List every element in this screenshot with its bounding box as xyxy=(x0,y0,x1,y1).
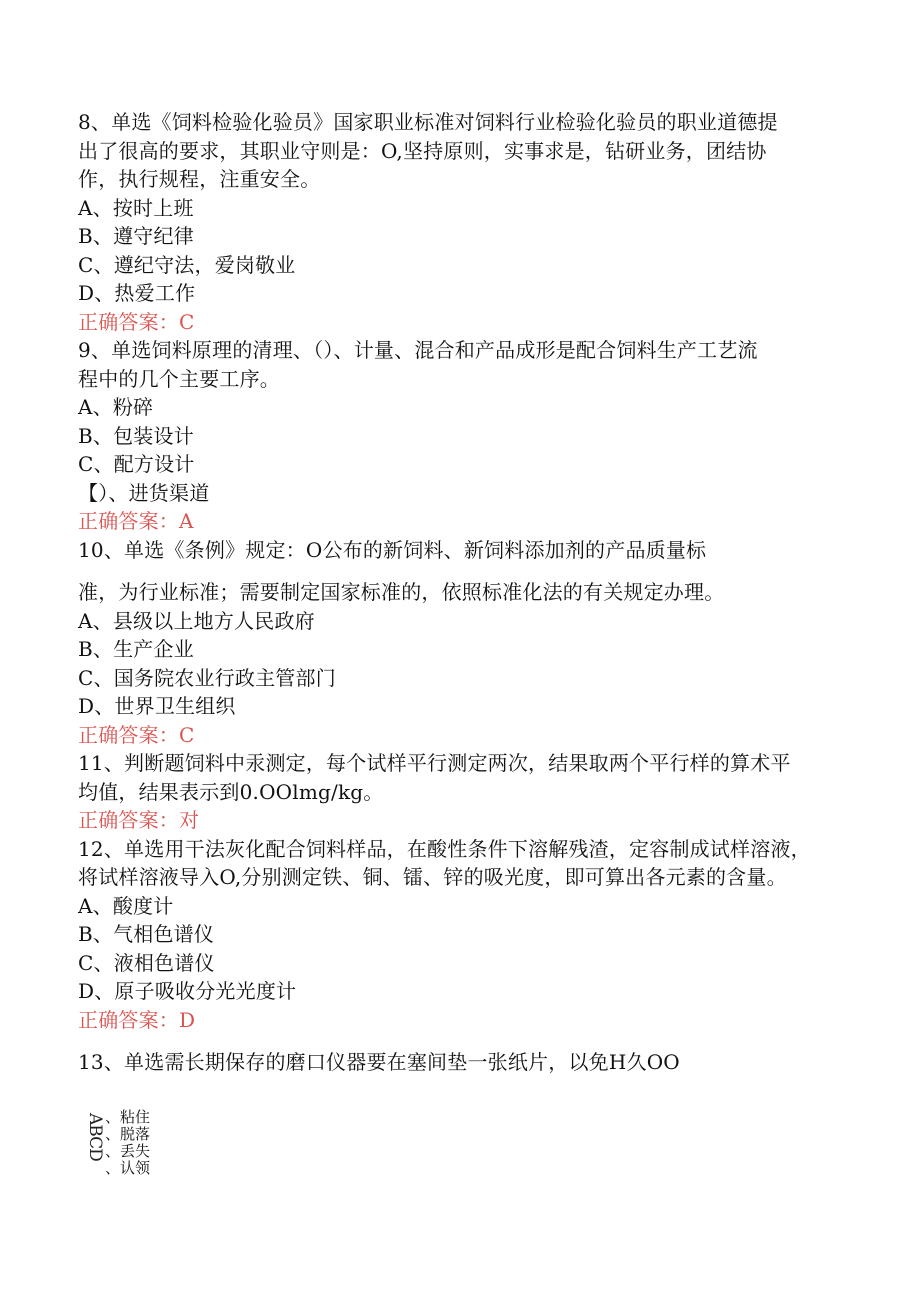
question-8-option-b: B、遵守纪律 xyxy=(78,224,194,248)
question-10-option-c: C、国务院农业行政主管部门 xyxy=(78,665,336,690)
question-11-answer: 正确答案：对 xyxy=(78,808,200,832)
question-9-text-line-2: 程中的几个主要工序。 xyxy=(78,366,280,391)
question-9-option-d: 【）、进货渠道 xyxy=(78,480,210,505)
question-9-option-a: A、粉碎 xyxy=(78,395,154,419)
question-10 xyxy=(78,536,848,750)
question-13 xyxy=(78,1034,848,1177)
question-8-option-d: D、热爱工作 xyxy=(78,281,196,305)
question-8-text-line-1: 8、单选《饲料检验化验员》国家职业标准对饲料行业检验化验员的职业道德提 xyxy=(78,110,778,134)
question-13-option-b: 、脱落 xyxy=(105,1124,151,1143)
question-12-option-a: A、酸度计 xyxy=(78,893,174,918)
document-page xyxy=(78,108,848,1177)
question-12-option-b: B、气相色谱仪 xyxy=(78,922,215,946)
question-8-text-line-3: 作，执行规程，注重安全。 xyxy=(78,167,321,191)
question-10-option-a: A、县级以上地方人民政府 xyxy=(78,608,315,633)
question-11-text-line-1: 11、判断题饲料中汞测定，每个试样平行测定两次，结果取两个平行样的算术平 xyxy=(78,751,791,775)
question-11 xyxy=(78,749,848,835)
question-12-text-line-1: 12、单选用干法灰化配合饲料样品，在酸性条件下溶解残渣，定容制成试样溶液， xyxy=(78,836,811,861)
question-10-option-d: D、世界卫生组织 xyxy=(78,694,236,718)
question-12-option-c: C、液相色谱仪 xyxy=(78,950,215,975)
question-9-answer: 正确答案：A xyxy=(78,509,194,533)
question-9 xyxy=(78,336,848,536)
paragraph-gap xyxy=(78,1077,848,1109)
question-10-text-line-2: 准，为行业标准；需要制定国家标准的，依照标准化法的有关规定办理。 xyxy=(78,580,725,604)
question-13-text-line-1: 13、单选需长期保存的磨口仪器要在塞间垫一张纸片，以免H久OO xyxy=(78,1050,680,1074)
question-10-text-line-1: 10、单选《条例》规定：O公布的新饲料、新饲料添加剂的产品质量标 xyxy=(78,537,707,562)
question-10-option-b: B、生产企业 xyxy=(78,637,194,661)
question-8-answer: 正确答案：C xyxy=(78,309,195,334)
question-9-option-b: B、包装设计 xyxy=(78,423,194,448)
question-8-text-line-2: 出了很高的要求，其职业守则是：O,坚持原则，实事求是，钻研业务，团结协 xyxy=(78,138,767,163)
question-12-answer: 正确答案：D xyxy=(78,1007,196,1032)
question-12 xyxy=(78,835,848,1035)
question-8 xyxy=(78,108,848,336)
question-9-text-line-1: 9、单选饲料原理的清理、（）、计量、混合和产品成形是配合饲料生产工艺流 xyxy=(78,338,758,362)
paragraph-gap xyxy=(78,564,848,578)
question-8-option-c: C、遵纪守法，爱岗敬业 xyxy=(78,252,296,277)
paragraph-gap xyxy=(78,1034,848,1048)
question-12-text-line-2: 将试样溶液导入O,分别测定铁、铜、镭、锌的吸光度，即可算出各元素的含量。 xyxy=(78,865,787,889)
question-13-option-list xyxy=(105,1109,150,1177)
question-13-option-letters: ABCD xyxy=(85,1112,105,1161)
question-9-option-c: C、配方设计 xyxy=(78,452,195,476)
question-12-option-d: D、原子吸收分光光度计 xyxy=(78,979,297,1003)
question-13-option-c: 、丢失 xyxy=(105,1141,151,1160)
question-10-answer: 正确答案：C xyxy=(78,722,195,747)
question-13-option-d: 、认领 xyxy=(105,1158,151,1177)
question-11-text-line-2: 均值，结果表示到0.OOlmg/kg。 xyxy=(78,779,384,804)
question-13-option-a: 、粘住 xyxy=(105,1107,151,1126)
question-8-option-a: A、按时上班 xyxy=(78,195,194,220)
question-13-compact-options xyxy=(86,1109,848,1177)
